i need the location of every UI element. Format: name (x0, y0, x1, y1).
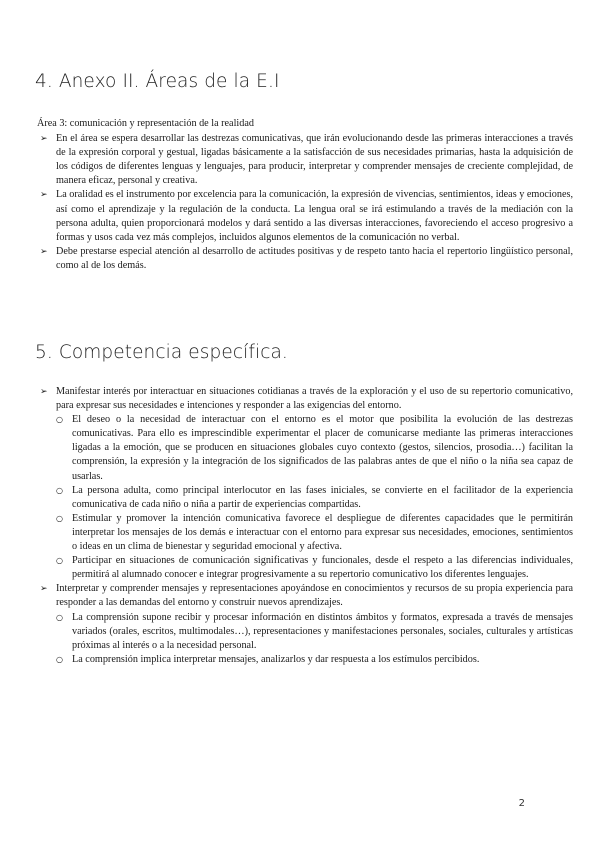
list-item (37, 582, 573, 667)
section-heading-competencia: 5. Competencia específica. (35, 342, 288, 363)
sub-list-item (56, 554, 573, 582)
list-item (37, 245, 573, 273)
circle-bullet-icon: ○ (56, 485, 63, 495)
sub-list-item (56, 484, 573, 512)
circle-bullet-icon: ○ (56, 513, 63, 523)
sub-list (56, 611, 573, 667)
list-item-text: Manifestar interés por interactuar en situaciones cotidianas a través de la exploración y el uso de su repertorio comunicativo, para expresar sus necesidades e intenciones y responder a las exigencias del entorno. (56, 386, 573, 412)
sub-list-item-text: La persona adulta, como principal interlocutor en las fases iniciales, se convierte en el facilitador de la experiencia comunicativa de cada niño o niña a partir de experiencias compartidas. (72, 484, 573, 510)
circle-bullet-icon: ○ (56, 415, 63, 425)
sub-list-item (56, 413, 573, 483)
list-item-text: Interpretar y comprender mensajes y representaciones apoyándose en conocimientos y recursos de su propia experiencia para responder a las demandas del entorno y construir nuevos aprendizajes. (56, 583, 573, 609)
area-subtitle: Área 3: comunicación y representación de la realidad (37, 118, 254, 129)
list-item (37, 385, 573, 582)
area-bullet-list (37, 132, 573, 273)
sub-list-item-text: El deseo o la necesidad de interactuar con el entorno es el motor que posibilita la evolución de las destrezas comunicativas. Para ello es imprescindible experimentar el placer de comunicarse mediante las primeras interacciones ligadas a la emoción, que se producen en situaciones globales cuyo contexto (gestos, silencios, prosodia…) facilitan la comprensión, la expresión y la integración de los significados de las palabras antes de que el niño o la niña sea capaz de usarlas. (72, 414, 573, 482)
list-item (37, 132, 573, 188)
sub-list-item (56, 512, 573, 554)
arrow-bullet-icon: ➢ (40, 387, 48, 397)
arrow-bullet-icon: ➢ (40, 246, 48, 257)
list-item-text: La oralidad es el instrumento por excelencia para la comunicación, la expresión de vivencias, sentimientos, ideas y emociones, así como el aprendizaje y la regulación de la conducta. La lengua oral se irá estimulando a través de la mediación con la persona adulta, quien proporcionará modelos y dará sentido a las diversas interacciones, favoreciendo el acceso progresivo a formas y usos cada vez más complejos, incluidos algunos elementos de la comunicación no verbal. (56, 189, 573, 243)
list-item-text: En el área se espera desarrollar las destrezas comunicativas, que irán evolucionando desde las primeras interacciones a través de la expresión corporal y gestual, ligadas básicamente a la satisfacción de sus necesidades primarias, hasta la adquisición de los códigos de diferentes lenguas y lenguajes, para producir, interpretar y comprender mensajes de creciente complejidad, de manera eficaz, personal y creativa. (56, 133, 573, 187)
section-heading-anexo: 4. Anexo II. Áreas de la E.I (35, 71, 280, 92)
area-section (37, 117, 573, 273)
page-number: 2 (518, 798, 525, 809)
sub-list (56, 413, 573, 582)
competencia-section (37, 385, 573, 667)
circle-bullet-icon: ○ (56, 654, 63, 664)
list-item-text: Debe prestarse especial atención al desarrollo de actitudes positivas y de respeto tanto hacia el repertorio lingüístico personal, como al de los demás. (56, 245, 573, 271)
arrow-bullet-icon: ➢ (40, 584, 48, 595)
sub-list-item-text: La comprensión supone recibir y procesar información en distintos ámbitos y formatos, expresada a través de mensajes variados (orales, escritos, multimodales…), representaciones y manifestaciones personales, sociales, culturales y artísticas próximas al interés o a la necesidad personal. (72, 611, 573, 651)
arrow-bullet-icon: ➢ (40, 190, 48, 201)
circle-bullet-icon: ○ (56, 612, 63, 622)
sub-list-item (56, 611, 573, 653)
circle-bullet-icon: ○ (56, 556, 63, 566)
competencia-list (37, 385, 573, 667)
sub-list-item (56, 653, 573, 667)
sub-list-item-text: La comprensión implica interpretar mensajes, analizarlos y dar respuesta a los estímulos percibidos. (72, 653, 480, 665)
arrow-bullet-icon: ➢ (40, 134, 48, 145)
sub-list-item-text: Estimular y promover la intención comunicativa favorece el despliegue de diferentes capacidades que le permitirán interpretar los mensajes de los demás e interactuar con el entorno para expresar sus necesidades, emociones, sentimientos o ideas en un clima de bienestar y seguridad emocional y afectiva. (72, 512, 573, 553)
list-item (37, 188, 573, 244)
sub-list-item-text: Participar en situaciones de comunicación significativas y funcionales, desde el respeto a las diferencias individuales, permitirá al alumnado conocer e integrar progresivamente a su repertorio comunicativo los diferentes lenguajes. (72, 555, 573, 581)
